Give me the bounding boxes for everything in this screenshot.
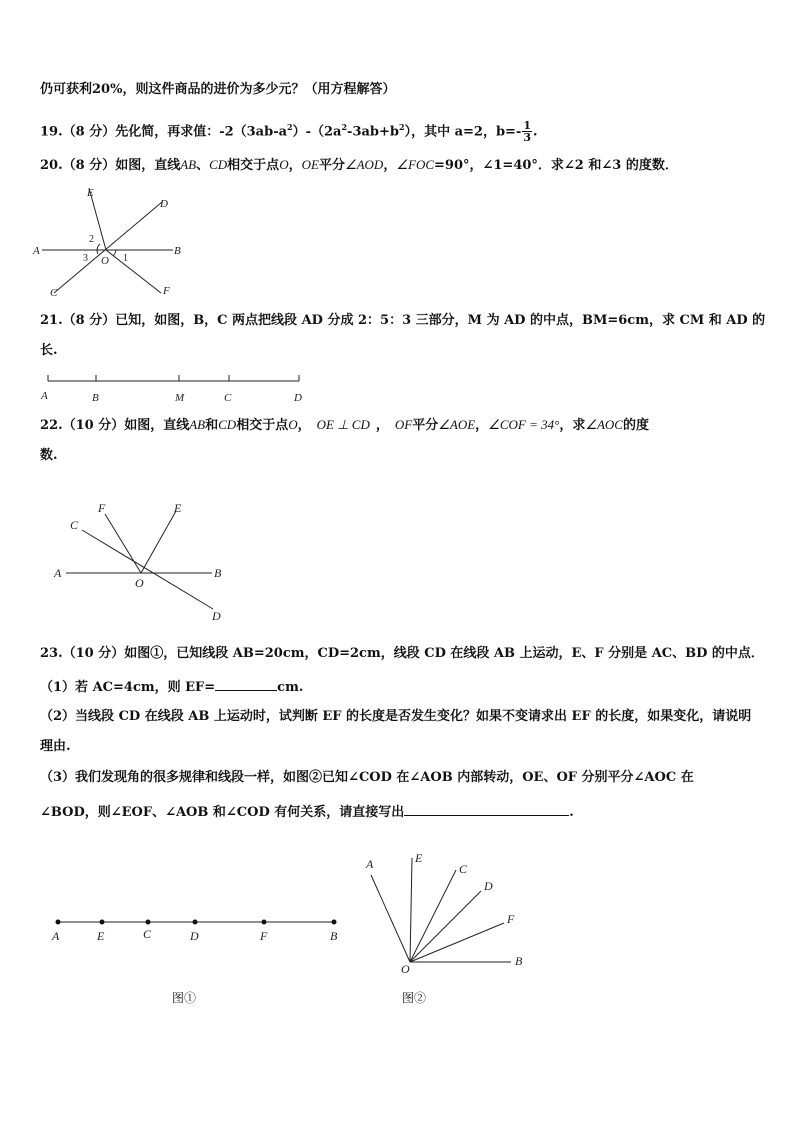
q19-frac-num: 1 <box>523 119 531 133</box>
q20-label-b: B <box>174 245 181 257</box>
question-21-line2: 长. <box>40 343 58 358</box>
q20-aod: ∠AOD <box>344 157 384 172</box>
q23-p3-answer-blank[interactable] <box>404 803 569 816</box>
q19-head: 19.（8 分）先化简，再求值：-2（3ab-a <box>40 124 288 140</box>
q20-ab: AB <box>180 157 197 172</box>
q23-fig1-point-a <box>56 920 61 925</box>
q20-text-c: 平分 <box>318 158 345 173</box>
q20-ray-of <box>106 250 161 293</box>
question-23-line1: 23.（10 分）如图①，已知线段 AB=20cm，CD=2cm，线段 CD 在线段 AB 上运动，E、F 分别是 AC、BD 的中点． <box>40 646 764 661</box>
q22-ray-oe <box>141 511 176 573</box>
q22-aoc: ∠AOC <box>585 417 623 432</box>
question-23-part3-line1: （3）我们发现角的很多规律和线段一样，如图②已知∠COD 在∠AOB 内部转动，OE、OF 分别平分∠AOC 在 <box>40 770 694 785</box>
q23-fig2-label-o: O <box>401 962 410 976</box>
q23-p1-unit: cm. <box>277 680 304 695</box>
q20-sep2: ， <box>288 158 302 173</box>
q23-fig2-ray-oc <box>410 870 456 962</box>
q23-fig1-point-b <box>332 920 337 925</box>
q23-p3-text: ∠BOD，则∠EOF、∠AOB 和∠COD 有何关系，请直接写出 <box>40 805 405 820</box>
q23-fig2-label-c: C <box>459 862 468 876</box>
q20-o: O <box>279 157 289 172</box>
q22-of: OF <box>394 417 413 432</box>
q22-label-a: A <box>54 566 62 580</box>
question-23-part1 <box>40 678 303 696</box>
q22-text-a: 22.（10 分）如图，直线 <box>40 418 190 433</box>
q23-figure-1 <box>40 908 350 948</box>
q20-text-d: =90°，∠1=40°．求∠2 和∠3 的度数． <box>434 158 678 173</box>
q22-label-c: C <box>70 518 79 532</box>
q20-oe: OE <box>301 157 319 172</box>
q22-text-c: 相交于点 <box>236 418 289 433</box>
question-23-part2-line2: 理由. <box>40 739 71 754</box>
q20-label-f: F <box>163 285 170 297</box>
q23-fig2-label-e: E <box>415 851 423 865</box>
q22-text-h: ，求 <box>559 418 586 433</box>
q22-text-d: ， <box>297 418 311 433</box>
q22-o: O <box>288 417 298 432</box>
q23-fig1-label-e: E <box>97 929 105 943</box>
q20-label-3: 3 <box>83 253 88 264</box>
q22-ab: AB <box>189 417 206 432</box>
q19-sup1: 2 <box>287 122 293 132</box>
q23-fig2-ray-oe <box>410 858 412 962</box>
q22-cof: ∠COF = 34° <box>488 417 560 432</box>
q19-frac-den: 3 <box>523 131 531 145</box>
q22-figure <box>50 496 240 626</box>
q20-text-b: 相交于点 <box>227 158 280 173</box>
q19-sup2: 2 <box>341 122 348 132</box>
q23-p1-answer-blank[interactable] <box>215 678 277 691</box>
q22-text-b: 和 <box>205 418 219 433</box>
q22-label-b: B <box>214 566 222 580</box>
q23-fig2-caption: 图② <box>402 991 427 1005</box>
q20-label-a: A <box>33 245 40 257</box>
q19-sup3: 2 <box>398 122 405 132</box>
q20-text-a: 20.（8 分）如图，直线 <box>40 158 181 173</box>
q23-fig1-caption: 图① <box>172 991 197 1005</box>
q22-aoe: ∠AOE <box>438 417 476 432</box>
q21-label-c: C <box>224 392 232 404</box>
q20-label-e: E <box>87 187 94 199</box>
q21-label-b: B <box>92 392 99 404</box>
q20-angle-arc-23 <box>97 244 100 254</box>
continuation-text: 仍可获利20%，则这件商品的进价为多少元？（用方程解答） <box>40 82 396 97</box>
q20-figure <box>30 180 200 302</box>
q20-label-o: O <box>101 255 109 267</box>
question-23-part2-line1: （2）当线段 CD 在线段 AB 上运动时，试判断 EF 的长度是否发生变化？如果不变请求出 EF 的长度，如果变化，请说明 <box>40 709 752 724</box>
q19-mid3: ），其中 a=2，b=- <box>404 124 522 140</box>
question-22-line1 <box>40 417 649 434</box>
q20-foc: ∠FOC <box>396 157 434 172</box>
q20-line-cd <box>54 202 162 293</box>
q21-label-a: A <box>41 390 48 402</box>
q20-sep: 、 <box>196 158 210 173</box>
q21-figure <box>36 370 316 406</box>
q20-label-1: 1 <box>123 253 128 264</box>
q22-ray-of <box>105 514 141 573</box>
question-23-part3-line2 <box>40 803 574 821</box>
q23-fig2-ray-od <box>410 891 481 962</box>
question-19 <box>40 119 538 143</box>
q19-tail: . <box>532 124 538 140</box>
q22-line-cd <box>82 530 213 609</box>
q19-fraction <box>522 120 532 143</box>
q23-fig1-point-e <box>100 920 105 925</box>
q20-cd: CD <box>209 157 228 172</box>
q22-label-d: D <box>212 609 221 623</box>
q22-text-i: 的度 <box>622 418 649 433</box>
q23-fig2-ray-oa <box>371 875 410 962</box>
q22-text-g: ， <box>475 418 489 433</box>
q23-figure-2 <box>360 845 540 980</box>
q19-mid1: ）-（2a <box>292 124 342 140</box>
q23-fig1-label-c: C <box>143 927 152 941</box>
q22-perp: OE ⊥ CD <box>316 417 370 432</box>
q23-p1-text: （1）若 AC=4cm，则 EF= <box>40 680 216 695</box>
q23-fig1-label-f: F <box>260 929 268 943</box>
q23-fig1-label-d: D <box>190 929 199 943</box>
q20-label-2: 2 <box>89 234 94 245</box>
q20-label-c: C <box>50 287 58 299</box>
q22-label-o: O <box>135 576 144 590</box>
q20-sep3: ， <box>383 158 397 173</box>
q20-label-d: D <box>160 198 168 210</box>
q23-fig1-point-f <box>262 920 267 925</box>
q23-fig2-label-b: B <box>515 954 523 968</box>
q23-fig1-label-b: B <box>330 929 338 943</box>
q23-fig1-point-c <box>146 920 151 925</box>
q21-label-m: M <box>175 392 185 404</box>
q23-fig2-label-f: F <box>507 912 515 926</box>
q21-label-d: D <box>294 392 302 404</box>
q23-fig1-label-a: A <box>52 929 60 943</box>
q22-label-f: F <box>98 501 106 515</box>
q19-mid2: -3ab+b <box>347 124 399 140</box>
q23-p3-tail: . <box>569 805 574 820</box>
q23-fig2-ray-of <box>410 923 504 962</box>
q23-fig2-label-a: A <box>366 857 374 871</box>
q20-angle-arc-1 <box>113 250 116 256</box>
question-22-line2: 数. <box>40 448 58 463</box>
question-21-line1: 21.（8 分）已知，如图，B，C 两点把线段 AD 分成 2：5：3 三部分，M 为 AD 的中点，BM=6cm，求 CM 和 AD 的 <box>40 313 766 328</box>
q22-cd: CD <box>218 417 237 432</box>
q22-text-f: 平分 <box>412 418 439 433</box>
q23-fig2-label-d: D <box>484 879 493 893</box>
q22-label-e: E <box>174 501 182 515</box>
q23-fig1-point-d <box>193 920 198 925</box>
q22-text-e: ， <box>375 418 389 433</box>
question-20 <box>40 157 678 174</box>
